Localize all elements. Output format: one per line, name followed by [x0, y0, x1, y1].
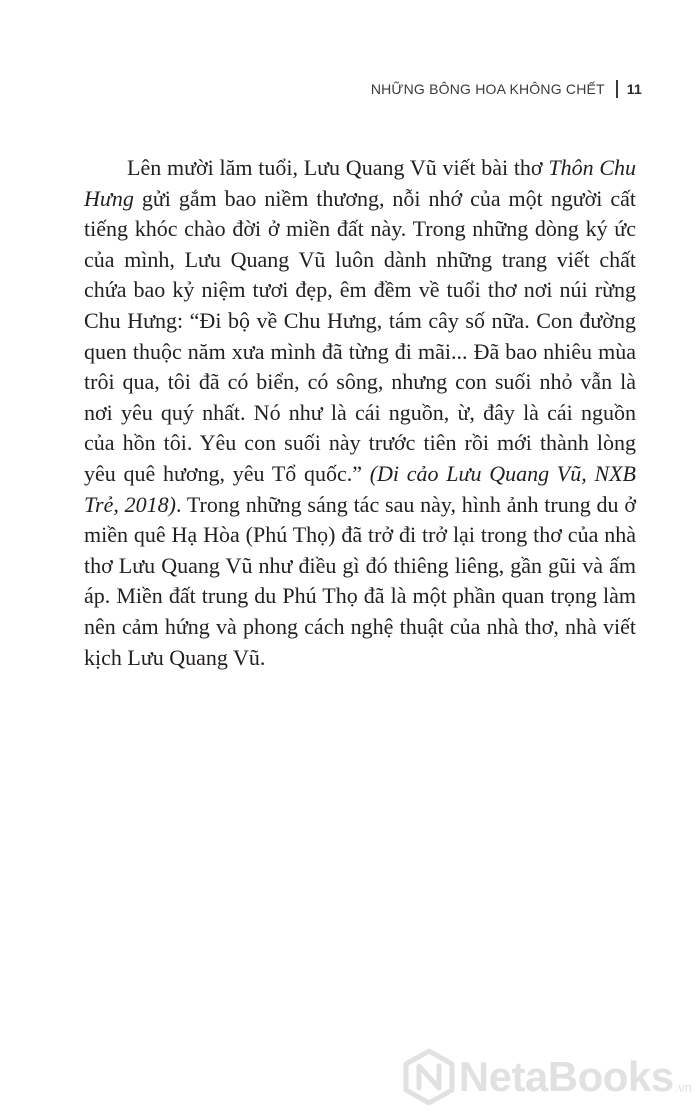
watermark-brand: NetaBooks	[458, 1053, 674, 1100]
watermark-tld: .vn	[674, 1080, 692, 1095]
running-header	[371, 79, 642, 99]
poem-title: Thôn Chu Hưng	[84, 155, 636, 211]
paragraph-text-3: . Trong những sáng tác sau này, hình ảnh trung du ở miền quê Hạ Hòa (Phú Thọ) đã trở đi trở lại trong thơ của nhà thơ Lưu Quang Vũ như điều gì đó thiêng liêng, gần gũi và ấm áp. Miền đất trung du Phú Thọ đã là một phần quan trọng làm nên cảm hứng và phong cách nghệ thuật của nhà thơ, nhà viết kịch Lưu Quang Vũ.	[84, 491, 636, 670]
header-divider	[616, 80, 618, 98]
citation: (Di cảo Lưu Quang Vũ, NXB Trẻ, 2018)	[84, 460, 637, 517]
chapter-title: NHỮNG BÔNG HOA KHÔNG CHẾT	[370, 81, 605, 97]
netabooks-logo-icon	[403, 1048, 455, 1106]
body-paragraph	[84, 153, 636, 673]
page-number: 11	[626, 81, 642, 97]
watermark	[403, 1048, 692, 1106]
paragraph-text-2: gửi gắm bao niềm thương, nỗi nhớ của một người cất tiếng khóc chào đời ở miền đất này. Trong những dòng ký ức của mình, Lưu Quang Vũ luôn dành những trang viết chất chứa bao kỷ niệm tươi đẹp, êm đềm về tuổi thơ nơi núi rừng Chu Hưng: “Đi bộ về Chu Hưng, tám cây số nữa. Con đường quen thuộc năm xưa mình đã từng đi mãi... Đã bao nhiêu mùa trôi qua, tôi đã có biển, có sông, nhưng con suối nhỏ vẫn là nơi yêu quý nhất. Nó như là cái nguồn, ừ, đây là cái nguồn của hồn tôi. Yêu con suối này trước tiên rồi mới thành lòng yêu quê hương, yêu Tổ quốc.”	[84, 185, 636, 486]
paragraph-text-1: Lên mười lăm tuổi, Lưu Quang Vũ viết bài thơ	[127, 155, 549, 180]
